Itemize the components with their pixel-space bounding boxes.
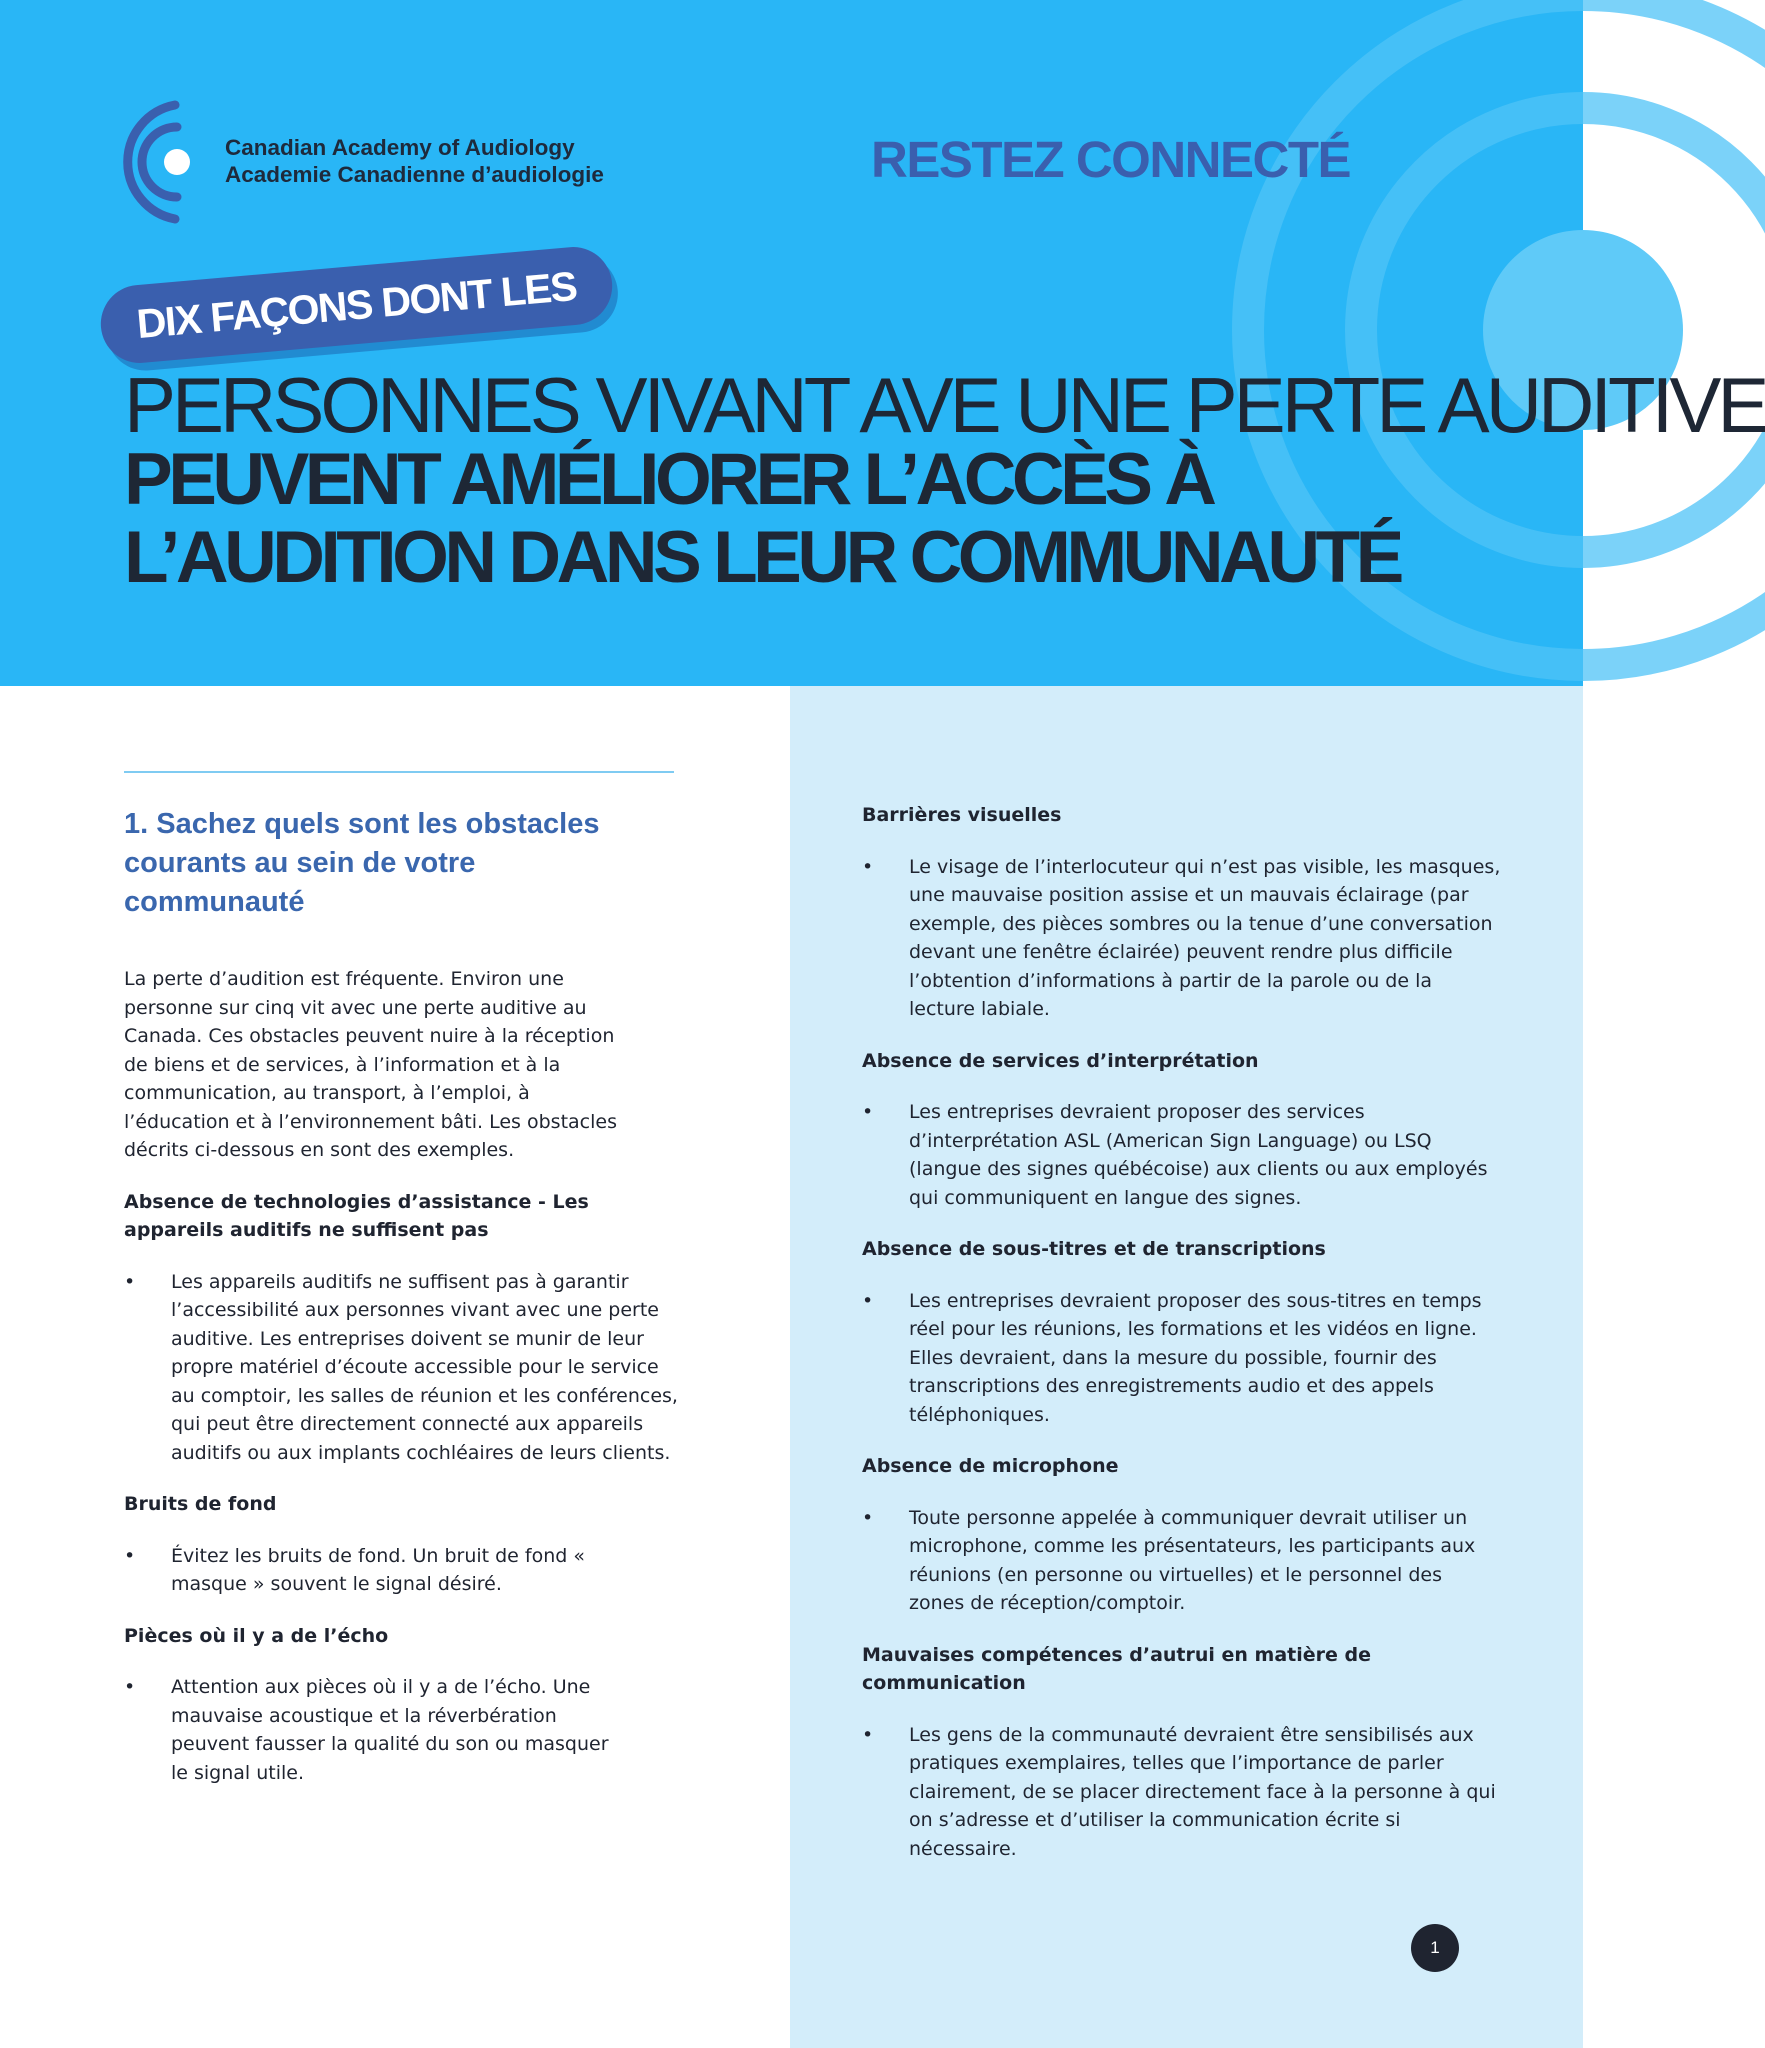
bullet-item <box>862 1287 1502 1430</box>
bullet-text: Attention aux pièces où il y a de l’écho. Une mauvaise acoustique et la réverbération peuvent fausser la qualité du son ou masquer le signal utile. <box>171 1676 609 1784</box>
section-title: 1. Sachez quels sont les obstacles courants au sein de votre communauté <box>124 808 600 918</box>
title-pill-text: DIX FAÇONS DONT LES <box>134 262 579 348</box>
bullet-text: Les appareils auditifs ne suffisent pas à garantir l’accessibilité aux personnes vivant avec une perte auditive. Les entreprises doivent se munir de leur propre matériel d’écoute accessible pour le service au comptoir, les salles de réunion et les conférences, qui peut être directement connecté aux appareils auditifs ou aux implants cochléaires de leurs clients. <box>171 1270 678 1464</box>
bullet-text: Toute personne appelée à communiquer devrait utiliser un microphone, comme les présentateurs, les participants aux réunions (en personne ou virtuelles) et le personnel des zones de réception/comptoir. <box>909 1506 1476 1614</box>
right-column <box>862 801 1502 1863</box>
bullet-dot: • <box>862 1289 874 1312</box>
title-line-1: PERSONNES VIVANT AVE UNE PERTE AUDITIVE <box>124 361 1765 449</box>
bullet-dot: • <box>124 1270 136 1293</box>
bullet-dot: • <box>862 1101 874 1123</box>
bullet-text: Le visage de l’interlocuteur qui n’est pas visible, les masques, une mauvaise position assise et un mauvais éclairage (par exemple, des pièces sombres ou la tenue d’une conversation devant une fenêtre éclairée) peuvent rendre plus difficile l’obtention d’informations à partir de la parole ou de la lecture labiale. <box>909 855 1501 1020</box>
subheading: Bruits de fond <box>124 1493 277 1515</box>
bullet-item <box>862 1098 1502 1212</box>
bullet-dot: • <box>862 1506 874 1529</box>
bullet-dot: • <box>862 1723 874 1746</box>
bullet-dot: • <box>124 1544 136 1567</box>
subheading: Pièces où il y a de l’écho <box>124 1624 389 1647</box>
bullet-item <box>862 1721 1502 1864</box>
subheading: Absence de technologies d’assistance - Les appareils auditifs ne suffisent pas <box>124 1190 589 1241</box>
subheading: Absence de microphone <box>862 1455 1119 1477</box>
intro-paragraph: La perte d’audition est fréquente. Environ une personne sur cinq vit avec une perte auditive au Canada. Ces obstacles peuvent nuire à la réception de biens et de services, à l’information et à la communication, au transport, à l’emploi, à l’éducation et à l’environnement bâti. Les obstacles décrits ci-dessous en sont des exemples. <box>124 968 617 1161</box>
bullet-text: Les gens de la communauté devraient être sensibilisés aux pratiques exemplaires, telles que l’importance de parler clairement, de se placer directement face à la personne à qui on s’adresse et d’utiliser la communication écrite si nécessaire. <box>909 1723 1496 1860</box>
title-line-3: L’AUDITION DANS LEUR COMMUNAUTÉ <box>124 517 1400 598</box>
bullet-dot: • <box>862 855 874 878</box>
subheading: Mauvaises compétences d’autrui en matière de communication <box>862 1643 1372 1694</box>
left-column <box>124 965 684 1787</box>
org-name-fr: Academie Canadienne d’audiologie <box>225 162 604 187</box>
subheading: Barrières visuelles <box>862 804 1062 826</box>
subheading: Absence de services d’interprétation <box>862 1049 1259 1072</box>
section-divider <box>124 771 674 773</box>
subheading: Absence de sous-titres et de transcriptions <box>862 1238 1326 1260</box>
bullet-dot: • <box>124 1676 136 1698</box>
org-name <box>225 134 604 188</box>
academy-logo-icon <box>115 100 215 225</box>
bullet-text: Les entreprises devraient proposer des sous-titres en temps réel pour les réunions, les formations et les vidéos en ligne. Elles devraient, dans la mesure du possible, fournir des transcriptions des enregistrements audio et des appels téléphoniques. <box>909 1289 1482 1426</box>
bullet-item <box>124 1268 684 1468</box>
header-banner <box>0 0 1765 686</box>
page-number-badge: 1 <box>1411 1924 1459 1972</box>
org-name-en: Canadian Academy of Audiology <box>225 135 575 160</box>
bullet-item <box>124 1542 611 1599</box>
restez-connecte-label: RESTEZ CONNECTÉ <box>871 131 1351 188</box>
bullet-text: Les entreprises devraient proposer des services d’interprétation ASL (American Sign Language) ou LSQ (langue des signes québécoise) aux clients ou aux employés qui communiquent en langue des signes. <box>909 1101 1488 1209</box>
bullet-item <box>124 1673 611 1787</box>
title-line-2: PEUVENT AMÉLIORER L’ACCÈS À <box>124 439 1213 520</box>
bullet-text: Évitez les bruits de fond. Un bruit de fond « masque » souvent le signal désiré. <box>171 1544 585 1595</box>
bullet-item <box>862 853 1502 1024</box>
bullet-item <box>862 1504 1502 1618</box>
